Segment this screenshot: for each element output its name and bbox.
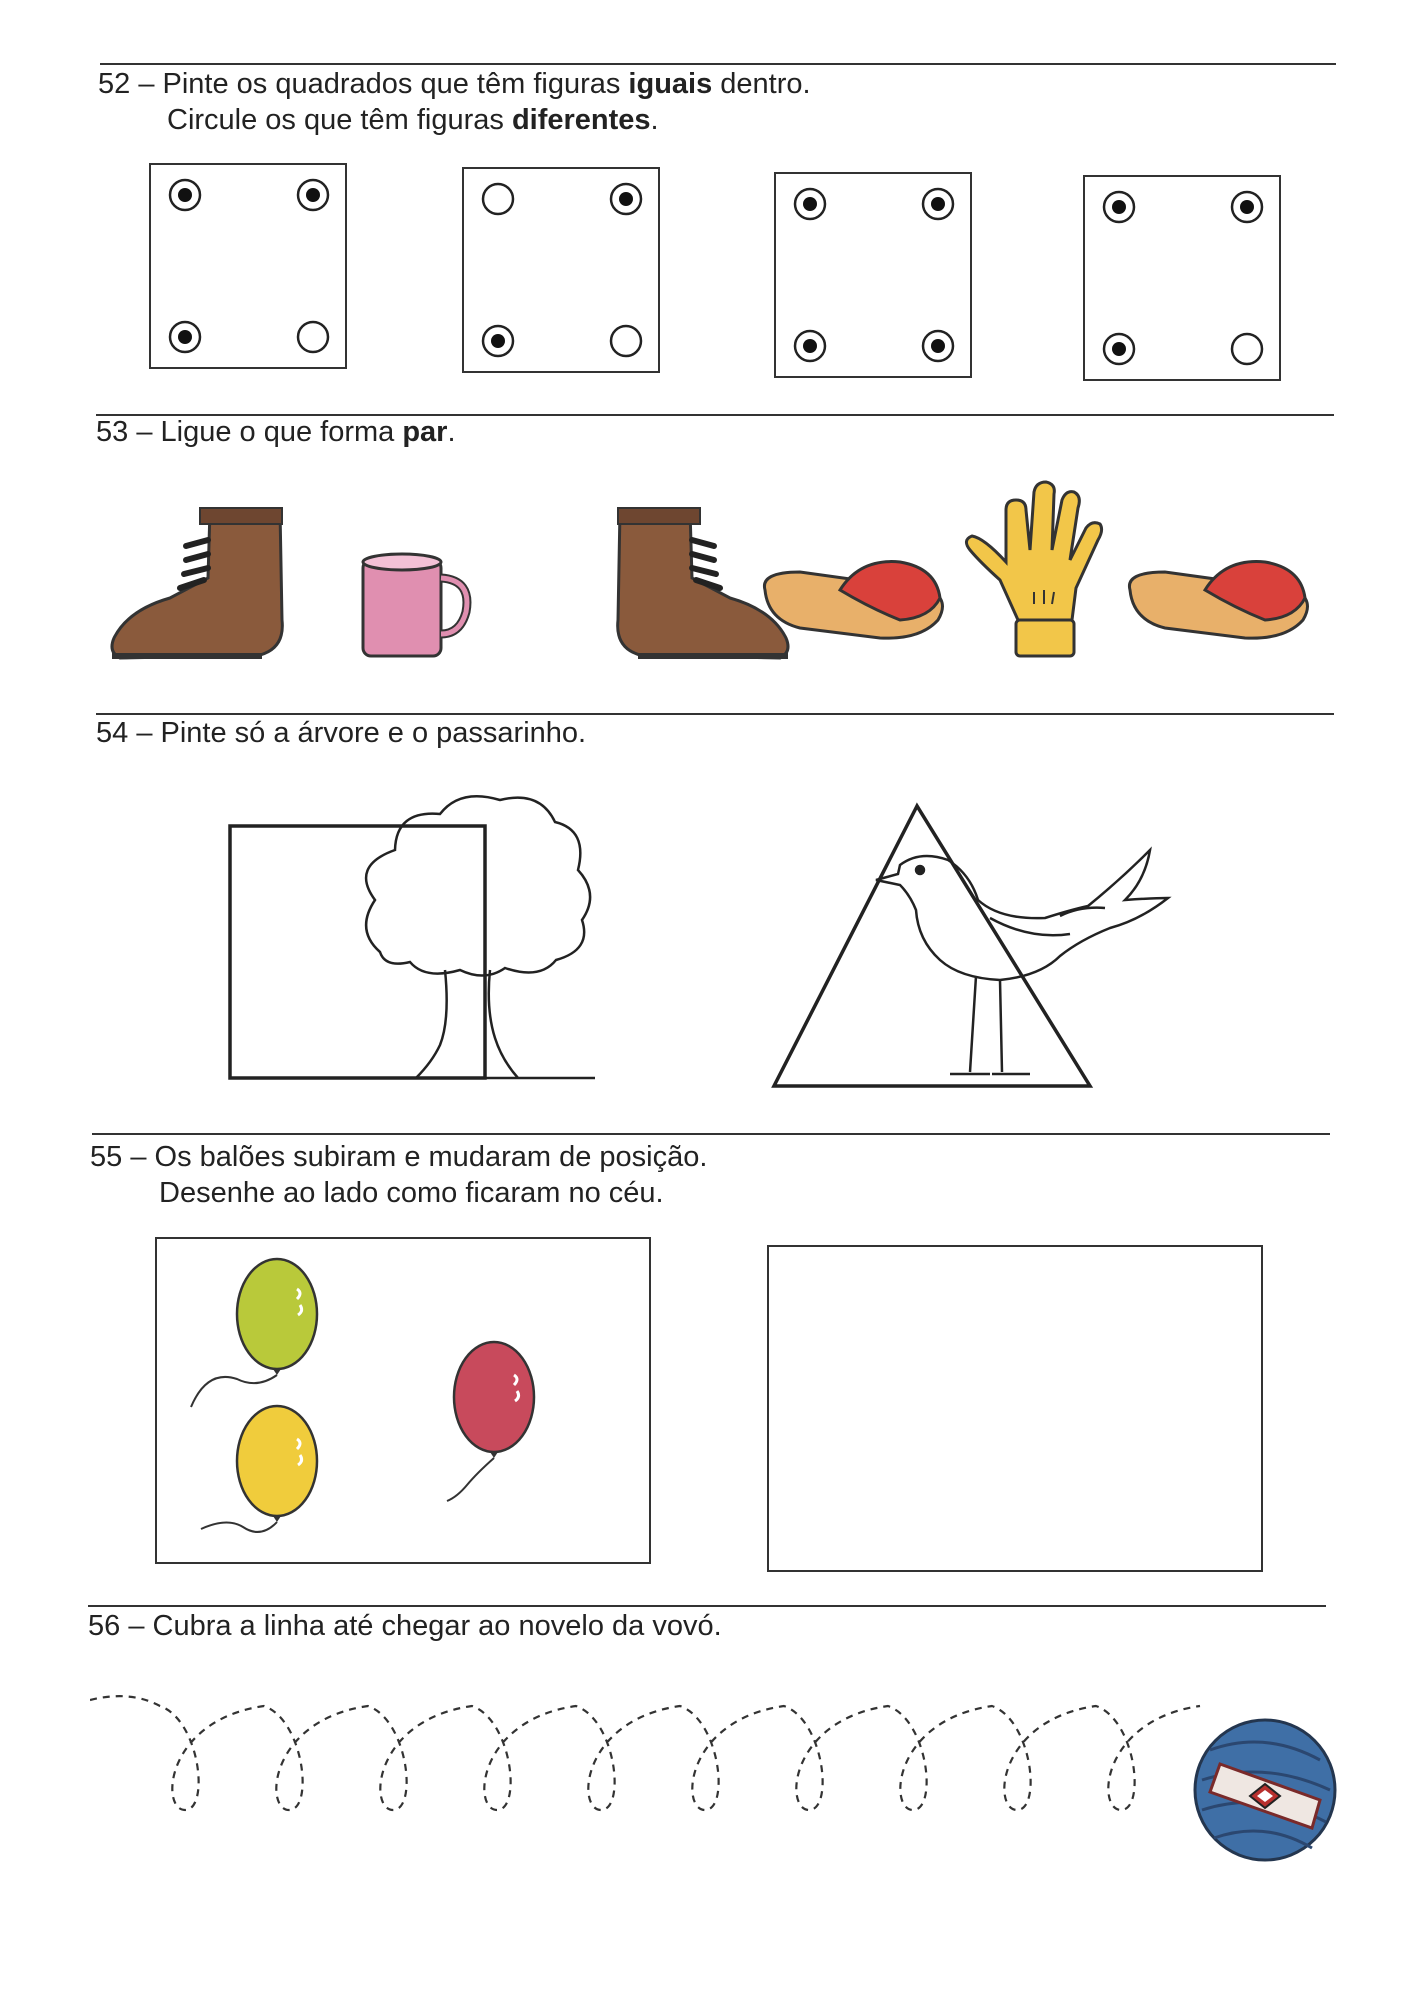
exercise-56-instruction: 56 – Cubra a linha até chegar ao novelo da vovó.: [88, 1610, 722, 1642]
balloon-red: [447, 1342, 534, 1501]
dotted-circle-bottom-right: [923, 331, 953, 361]
items-row: [100, 480, 1340, 680]
mug[interactable]: [363, 554, 467, 656]
dotted-circle-top-left: [170, 180, 200, 210]
square-2[interactable]: [462, 167, 660, 373]
dotted-circle-top-right: [611, 184, 641, 214]
exercise-number: 52 –: [98, 68, 155, 100]
divider: [100, 63, 1336, 65]
exercise-number: 55 –: [90, 1141, 147, 1173]
slipper-right[interactable]: [1129, 562, 1307, 639]
triangle-shape: [774, 806, 1090, 1086]
exercise-52-instruction: 52 – Pinte os quadrados que têm figuras iguais dentro.: [98, 68, 811, 100]
exercise-number: 56 –: [88, 1610, 145, 1642]
divider: [88, 1605, 1326, 1607]
square-4[interactable]: [1083, 175, 1281, 381]
dotted-circle-bottom-left: [1104, 334, 1134, 364]
dotted-circle-top-left: [1104, 192, 1134, 222]
square-1[interactable]: [149, 163, 347, 369]
slipper-left[interactable]: [764, 562, 942, 639]
divider: [92, 1133, 1330, 1135]
dotted-circle-top-right: [298, 180, 328, 210]
square-shape: [230, 826, 485, 1078]
tree[interactable]: [340, 796, 595, 1078]
exercise-52-instruction-line2: Circule os que têm figuras diferentes.: [167, 104, 659, 136]
bird[interactable]: [876, 850, 1168, 1074]
exercise-number: 53 –: [96, 416, 153, 448]
boot-right[interactable]: [618, 508, 788, 658]
square-3[interactable]: [774, 172, 972, 378]
dotted-circle-top-right: [923, 189, 953, 219]
tree-bird-drawing: [200, 770, 1200, 1100]
empty-circle-top-left: [483, 184, 513, 214]
exercise-53-instruction: 53 – Ligue o que forma par.: [96, 416, 456, 448]
exercise-number: 54 –: [96, 717, 153, 749]
drawing-box[interactable]: [767, 1245, 1263, 1572]
dotted-circle-bottom-left: [170, 322, 200, 352]
dotted-circle-bottom-left: [795, 331, 825, 361]
boot-left[interactable]: [112, 508, 282, 658]
dotted-circle-top-left: [795, 189, 825, 219]
exercise-54-instruction: 54 – Pinte só a árvore e o passarinho.: [96, 717, 587, 749]
tracing-line[interactable]: [90, 1660, 1350, 1920]
empty-circle-bottom-right: [1232, 334, 1262, 364]
exercise-55-instruction: 55 – Os balões subiram e mudaram de posição.: [90, 1141, 708, 1173]
balloon-yellow: [201, 1406, 317, 1532]
exercise-55-instruction-line2: Desenhe ao lado como ficaram no céu.: [159, 1177, 664, 1209]
glove[interactable]: [966, 482, 1101, 656]
dotted-circle-bottom-left: [483, 326, 513, 356]
balloons-box: [155, 1237, 651, 1564]
yarn-ball: [1195, 1720, 1335, 1860]
balloons-drawing: [157, 1239, 649, 1562]
balloon-green: [191, 1259, 317, 1407]
empty-circle-bottom-right: [611, 326, 641, 356]
dotted-circle-top-right: [1232, 192, 1262, 222]
empty-circle-bottom-right: [298, 322, 328, 352]
